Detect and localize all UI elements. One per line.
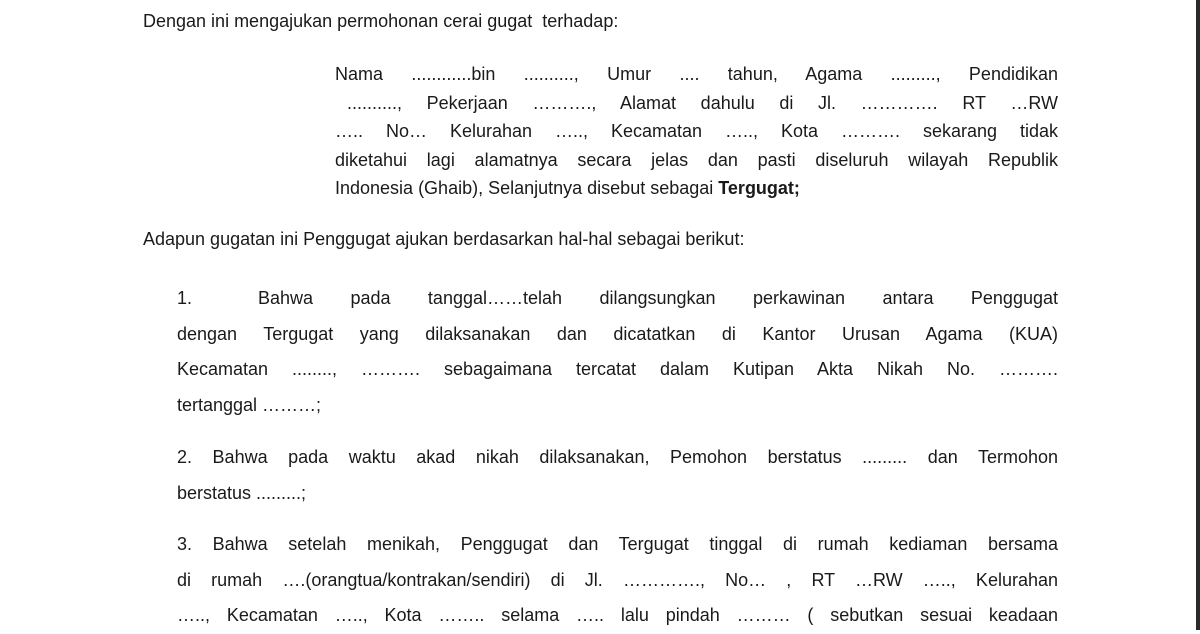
defendant-label-bold: Tergugat;: [718, 178, 800, 198]
basis-text: Adapun gugatan ini Penggugat ajukan berdasarkan hal-hal sebagai berikut:: [143, 229, 745, 249]
defendant-line: diketahui lagi alamatnya secara jelas dan pasti diseluruh wilayah Republik: [335, 149, 1058, 170]
point-1: [177, 281, 1058, 423]
point-line: di rumah ….(orangtua/kontrakan/sendiri) di Jl. …………., No… , RT …RW ….., Kelurahan: [177, 569, 1058, 590]
point-line: ….., Kecamatan ….., Kota …….. selama ….. lalu pindah ……… ( sebutkan sesuai keadaan: [177, 605, 1058, 625]
defendant-line-text: Indonesia (Ghaib), Selanjutnya disebut sebagai: [335, 178, 719, 198]
point-line: dengan Tergugat yang dilaksanakan dan dicatatkan di Kantor Urusan Agama (KUA): [177, 323, 1058, 344]
defendant-line: [335, 174, 1058, 203]
point-2: [177, 440, 1058, 511]
point-line: tertanggal ………;: [177, 394, 322, 415]
point-line: [177, 281, 1058, 317]
point-line: Kecamatan ........, ………. sebagaimana tercatat dalam Kutipan Akta Nikah No. ……….: [177, 359, 1058, 379]
defendant-line: .........., Pekerjaan ………., Alamat dahulu di Jl. …………. RT …RW: [347, 92, 1058, 113]
point-line: berstatus .........;: [177, 482, 307, 503]
defendant-line: Nama ............bin .........., Umur .... tahun, Agama ........., Pendidikan: [335, 64, 1058, 84]
page-edge: [1196, 0, 1200, 630]
defendant-line: ….. No… Kelurahan ….., Kecamatan ….., Kota ………. sekarang tidak: [335, 121, 1058, 141]
point-line: 3. Bahwa setelah menikah, Penggugat dan Tergugat tinggal di rumah kediaman bersama: [177, 534, 1058, 554]
point-line-text: Bahwa pada tanggal……telah dilangsungkan perkawinan antara Penggugat: [258, 288, 1058, 308]
defendant-identity-block: [335, 60, 1058, 203]
point-line: 2. Bahwa pada waktu akad nikah dilaksanakan, Pemohon berstatus ......... dan Termohon: [177, 447, 1058, 467]
intro-text: Dengan ini mengajukan permohonan cerai gugat terhadap:: [143, 11, 619, 31]
point-number: 1.: [177, 288, 193, 308]
point-3: [177, 527, 1058, 634]
